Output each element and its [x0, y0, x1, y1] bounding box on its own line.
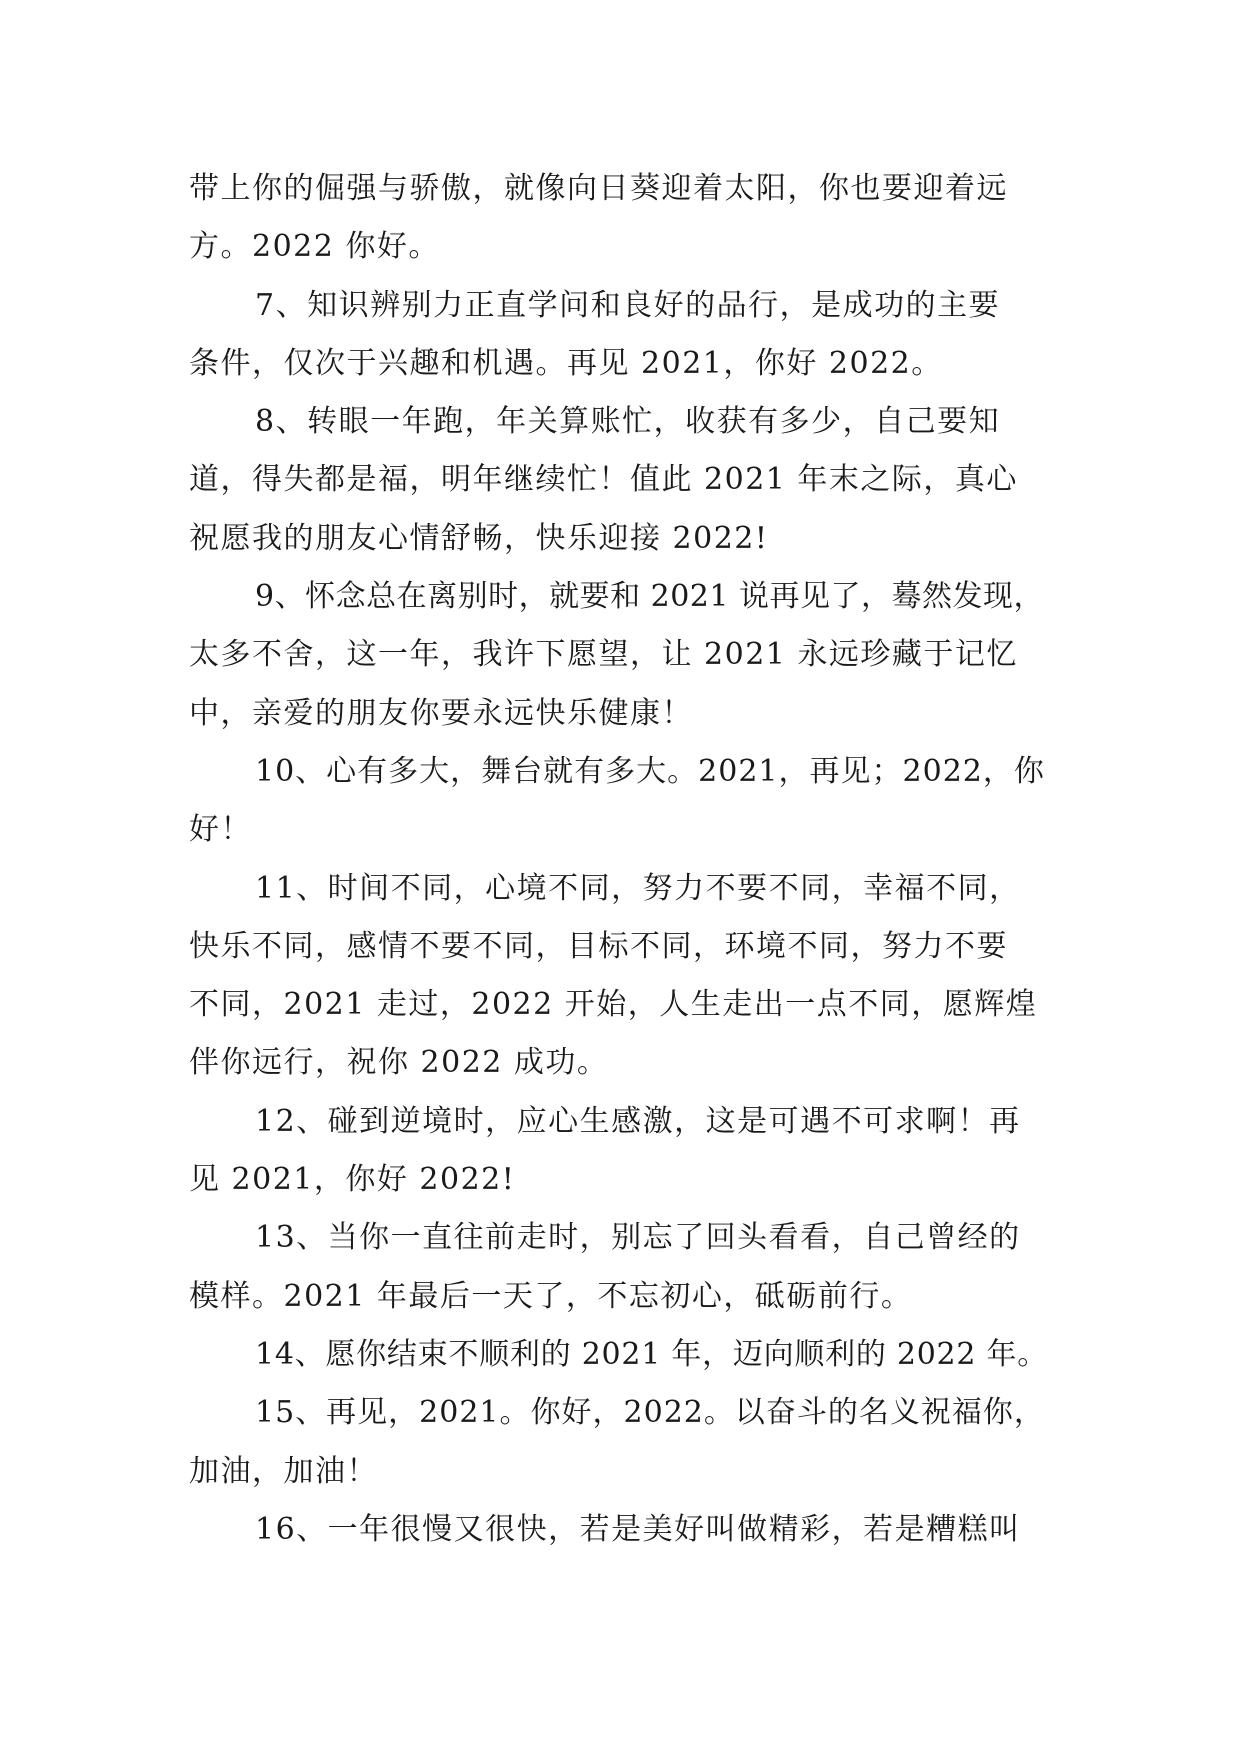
text-line: 快乐不同，感情不要不同，目标不同，环境不同，努力不要 [189, 928, 1008, 964]
text-line: 方。2022 你好。 [189, 229, 440, 265]
text-line: 10、心有多大，舞台就有多大。2021，再见；2022，你 [255, 753, 1045, 789]
text-line: 见 2021，你好 2022! [189, 1162, 516, 1198]
text-line: 条件，仅次于兴趣和机遇。再见 2021，你好 2022。 [189, 345, 943, 381]
document-body [189, 160, 1049, 1559]
text-line: 11、时间不同，心境不同，努力不要不同，幸福不同， [255, 870, 1021, 906]
text-line: 8、转眼一年跑，年关算账忙，收获有多少，自己要知 [255, 404, 1001, 440]
text-line: 13、当你一直往前走时，别忘了回头看看，自己曾经的 [255, 1220, 1021, 1256]
text-line: 伴你远行，祝你 2022 成功。 [189, 1045, 609, 1081]
text-line: 9、怀念总在离别时，就要和 2021 说再见了，蓦然发现， [255, 579, 1045, 615]
text-line: 14、愿你结束不顺利的 2021 年，迈向顺利的 2022 年。 [255, 1336, 1049, 1372]
text-line: 16、一年很慢又很快，若是美好叫做精彩，若是糟糕叫 [255, 1511, 1021, 1547]
text-line: 带上你的倔强与骄傲，就像向日葵迎着太阳，你也要迎着远 [189, 171, 1008, 206]
text-line: 不同，2021 走过，2022 开始，人生走出一点不同，愿辉煌 [189, 987, 1038, 1023]
text-line: 中，亲爱的朋友你要永远快乐健康！ [189, 695, 693, 731]
text-line: 好！ [189, 812, 252, 848]
text-line: 道，得失都是福，明年继续忙！值此 2021 年末之际，真心 [189, 462, 1018, 498]
text-line: 15、再见，2021。你好，2022。以奋斗的名义祝福你， [255, 1395, 1045, 1431]
text-line: 12、碰到逆境时，应心生感激，这是可遇不可求啊！再 [255, 1103, 1021, 1139]
text-line: 7、知识辨别力正直学问和良好的品行，是成功的主要 [255, 287, 1001, 323]
text-line: 太多不舍，这一年，我许下愿望，让 2021 永远珍藏于记忆 [189, 637, 1018, 673]
text-line: 祝愿我的朋友心情舒畅，快乐迎接 2022! [189, 520, 769, 556]
text-line: 模样。2021 年最后一天了，不忘初心，砥砺前行。 [189, 1278, 913, 1314]
text-line: 加油，加油！ [189, 1453, 378, 1489]
